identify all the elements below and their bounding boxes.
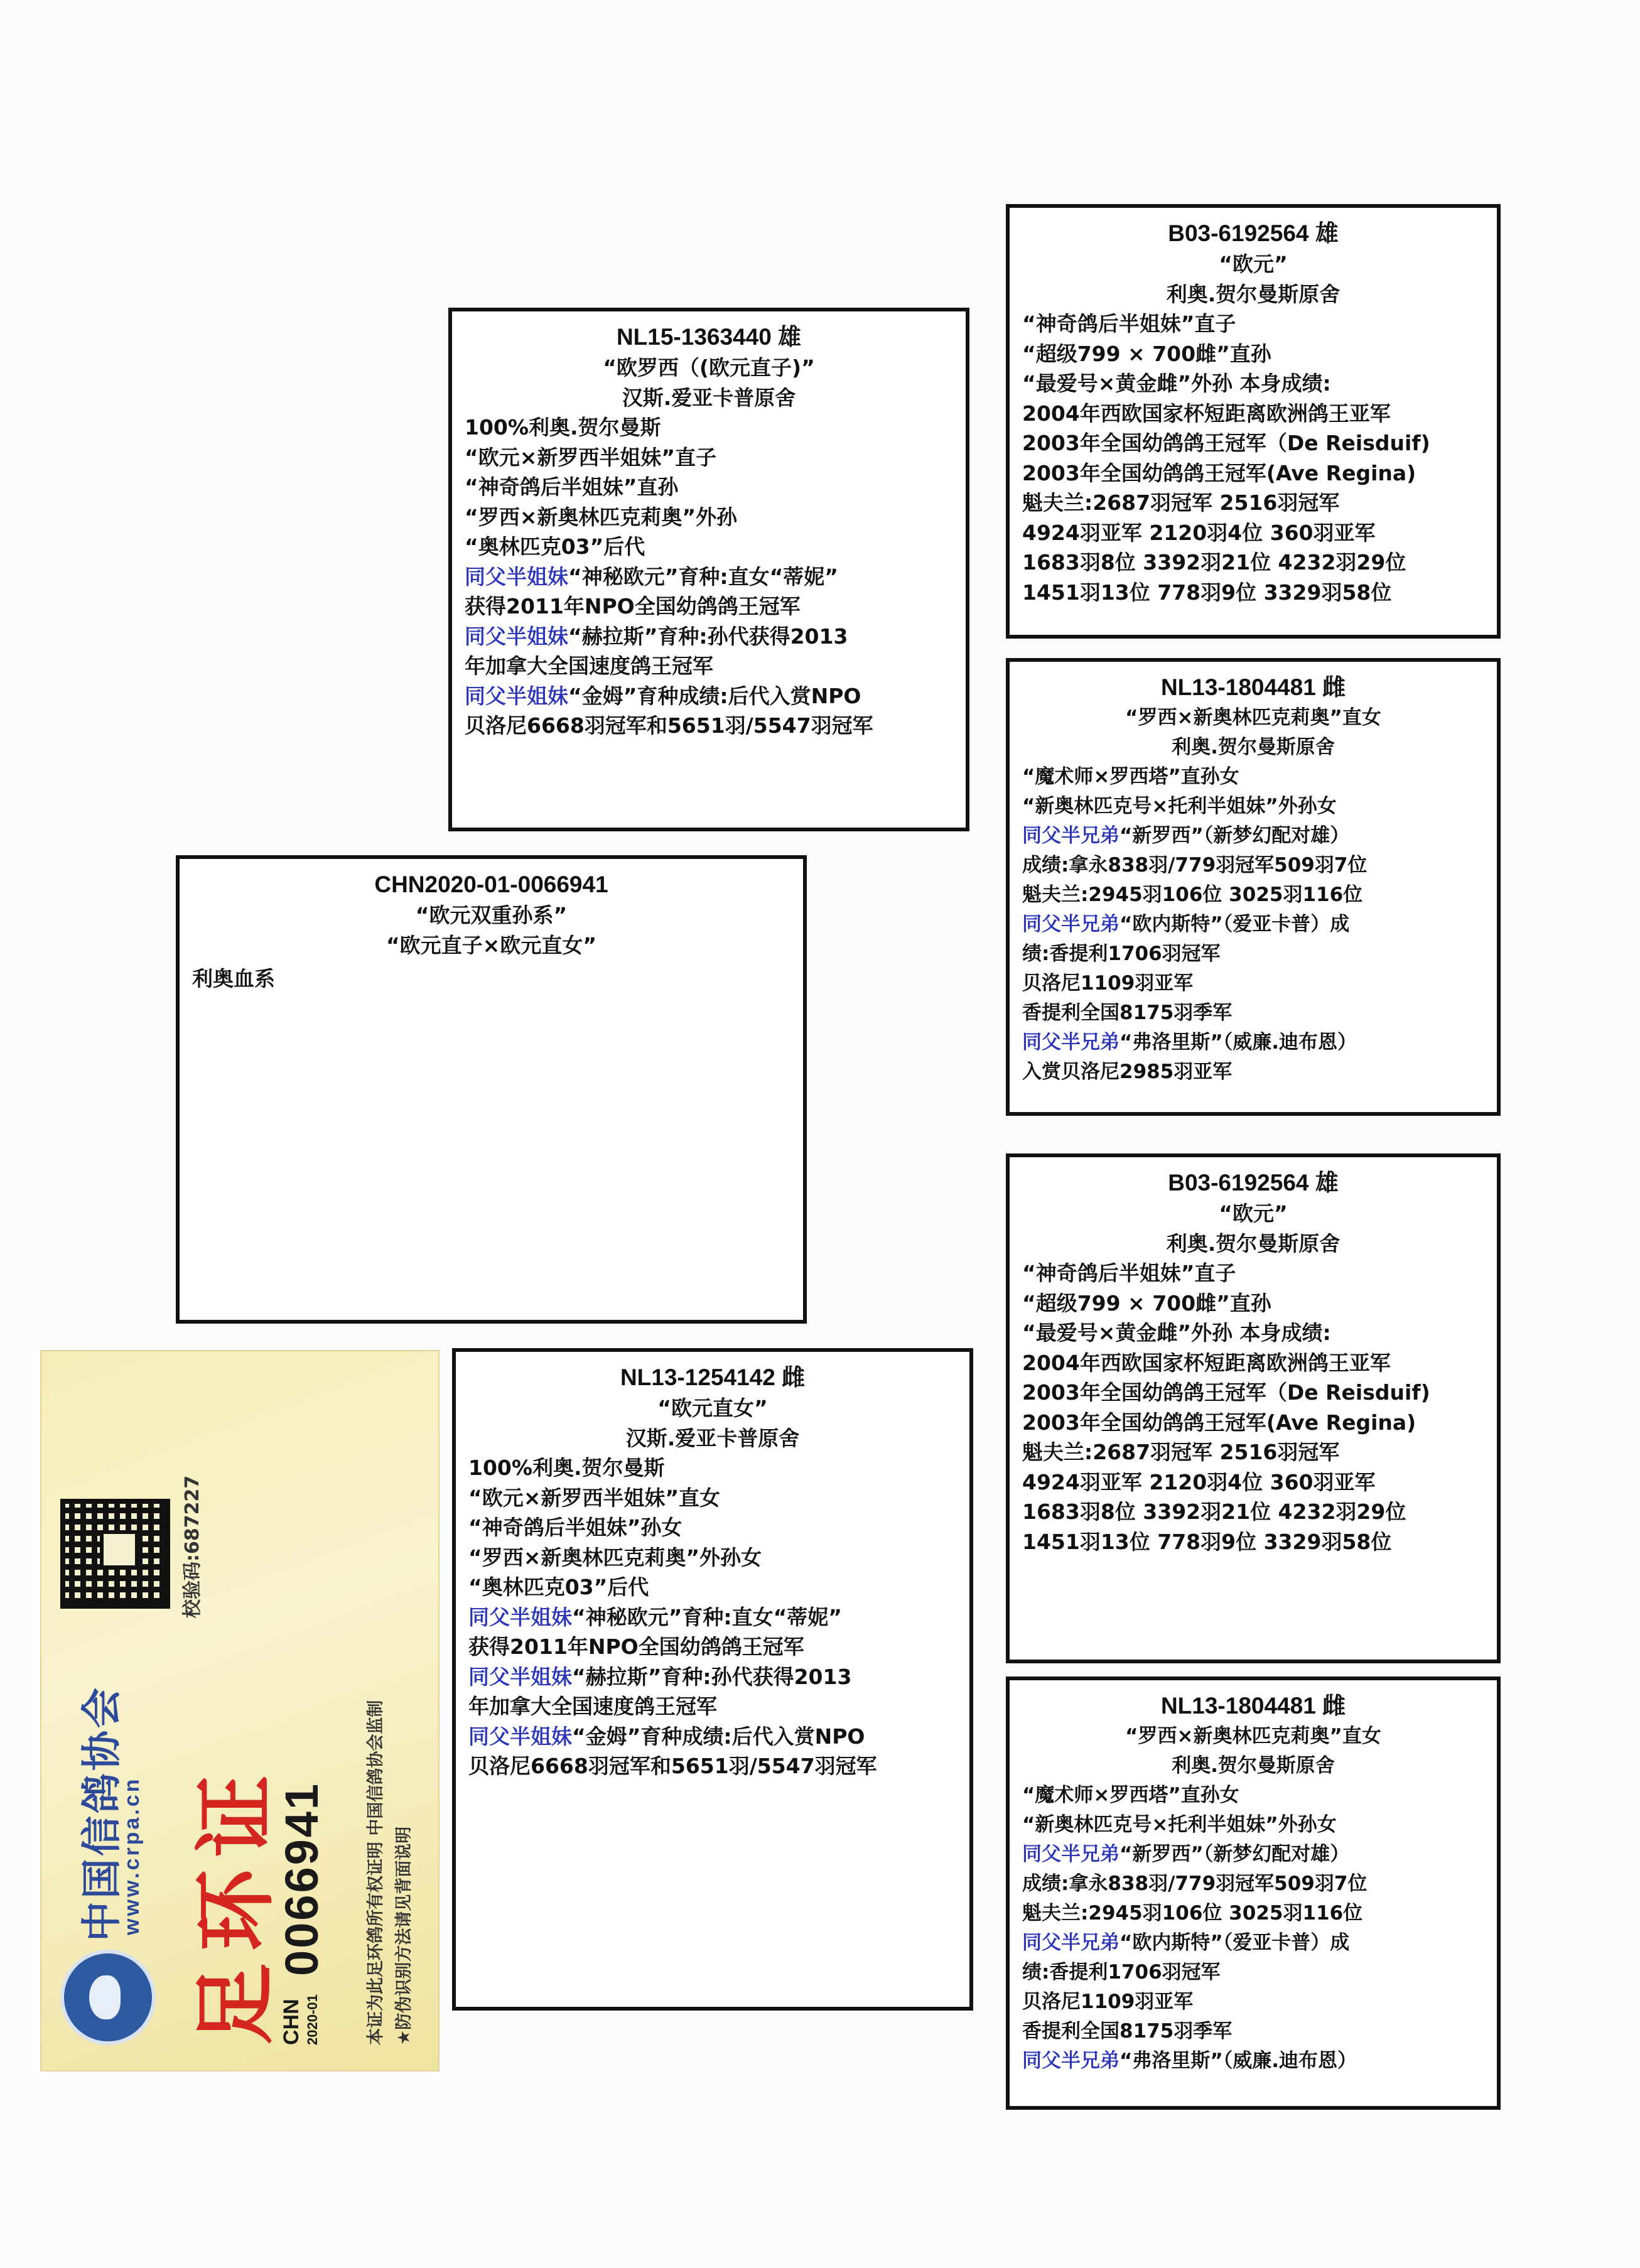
pedigree-text: 利奥.贺尔曼斯原舍 bbox=[1166, 1231, 1341, 1256]
pedigree-line bbox=[468, 1602, 957, 1633]
pedigree-line bbox=[1022, 1840, 1484, 1869]
certificate-note: 本证为此足环鸽所有权证明 中国信鸽协会监制 bbox=[366, 1700, 386, 2045]
pedigree-text: 魁夫兰:2687羽冠军 2516羽冠军 bbox=[1022, 1440, 1340, 1464]
pedigree-line bbox=[465, 443, 953, 473]
pedigree-text: “神奇鸽后半姐妹”直子 bbox=[1022, 1261, 1236, 1285]
qr-code-icon[interactable] bbox=[60, 1499, 170, 1609]
pedigree-text: 年加拿大全国速度鸽王冠军 bbox=[465, 654, 713, 678]
pedigree-text: 贝洛尼6668羽冠军和5651羽/5547羽冠军 bbox=[465, 713, 873, 738]
pedigree-text: 4924羽亚军 2120羽4位 360羽亚军 bbox=[1022, 1469, 1376, 1494]
pedigree-line bbox=[465, 591, 953, 622]
pedigree-line bbox=[1022, 1057, 1484, 1087]
pedigree-line bbox=[468, 1423, 957, 1454]
pedigree-text: 2003年全国幼鸽鸽王冠军（De Reisduif) bbox=[1022, 1380, 1430, 1405]
pedigree-text: “魔术师×罗西塔”直孙女 bbox=[1022, 765, 1239, 788]
pedigree-text: “神奇鸽后半姐妹”孙女 bbox=[468, 1515, 682, 1540]
pedigree-text: “最爱号×黄金雌”外孙 本身成绩: bbox=[1022, 371, 1331, 396]
pedigree-line bbox=[465, 413, 953, 443]
pedigree-line bbox=[465, 562, 953, 592]
certificate-title: 足环证 bbox=[188, 1762, 283, 2045]
pedigree-text: “欧元×新罗西半姐妹”直女 bbox=[468, 1485, 721, 1510]
pedigree-line bbox=[1022, 1751, 1484, 1781]
pedigree-line bbox=[1022, 548, 1484, 578]
sire-sire-ring-number: B03-6192564 雄 bbox=[1168, 220, 1339, 246]
verify-code: 校验码:687227 bbox=[181, 1475, 203, 1618]
pedigree-text: 1683羽8位 3392羽21位 4232羽29位 bbox=[1022, 550, 1406, 575]
pedigree-text: 1451羽13位 778羽9位 3329羽58位 bbox=[1022, 1529, 1392, 1554]
pedigree-text: 2004年西欧国家杯短距离欧洲鸽王亚军 bbox=[1022, 401, 1391, 426]
number-value: 0066941 bbox=[276, 1781, 328, 1976]
pedigree-text: “欧元” bbox=[1219, 252, 1288, 276]
pedigree-line bbox=[1022, 1467, 1484, 1498]
pedigree-text: 绩:香提利1706羽冠军 bbox=[1022, 1961, 1221, 1984]
pedigree-line bbox=[1022, 1229, 1484, 1259]
pedigree-text: “罗西×新奥林匹克莉奥”直女 bbox=[1125, 706, 1381, 729]
pedigree-text: “欧内斯特”（爱亚卡普）成 bbox=[1119, 913, 1350, 936]
pedigree-line bbox=[1022, 309, 1484, 339]
half-sibling-label: 同父半姐妹 bbox=[465, 683, 568, 708]
pedigree-line bbox=[1022, 1378, 1484, 1408]
subject-pigeon-box bbox=[176, 855, 807, 1324]
pedigree-line bbox=[465, 472, 953, 502]
pedigree-text: 魁夫兰:2945羽106位 3025羽116位 bbox=[1022, 883, 1363, 906]
pedigree-text: 成绩:拿永838羽/779羽冠军509羽7位 bbox=[1022, 854, 1368, 877]
pedigree-text: “奥林匹克03”后代 bbox=[465, 534, 645, 559]
pedigree-text: 4924羽亚军 2120羽4位 360羽亚军 bbox=[1022, 520, 1376, 545]
pedigree-line bbox=[465, 353, 953, 383]
org-name: 中国信鸽协会 bbox=[79, 1685, 126, 1941]
pedigree-line bbox=[468, 1543, 957, 1573]
pedigree-text: 2003年全国幼鸽鸽王冠军(Ave Regina) bbox=[1022, 460, 1416, 485]
pedigree-text: “赫拉斯”育种:孙代获得2013 bbox=[572, 1664, 852, 1689]
half-sibling-label: 同父半兄弟 bbox=[1022, 913, 1119, 936]
number-prefix: CHN bbox=[279, 1999, 303, 2045]
pedigree-line bbox=[468, 1751, 957, 1781]
pedigree-line bbox=[1022, 428, 1484, 458]
pedigree-line bbox=[1022, 1869, 1484, 1899]
half-sibling-label: 同父半姐妹 bbox=[468, 1604, 572, 1629]
pedigree-line bbox=[1022, 762, 1484, 792]
pedigree-text: “神奇鸽后半姐妹”直孙 bbox=[465, 475, 679, 499]
pedigree-text: 2003年全国幼鸽鸽王冠军(Ave Regina) bbox=[1022, 1410, 1416, 1435]
pedigree-line bbox=[1022, 1408, 1484, 1438]
pedigree-text: “魔术师×罗西塔”直孙女 bbox=[1022, 1784, 1239, 1806]
pedigree-line bbox=[465, 502, 953, 532]
subject-note: 利奥血系 bbox=[192, 966, 275, 991]
dam-box bbox=[452, 1348, 973, 2011]
sire-box bbox=[448, 308, 969, 831]
certificate-number bbox=[275, 1782, 328, 2045]
pedigree-line bbox=[1022, 1810, 1484, 1840]
pedigree-text: 2004年西欧国家杯短距离欧洲鸽王亚军 bbox=[1022, 1350, 1391, 1375]
pedigree-text: “罗西×新奥林匹克莉奥”外孙女 bbox=[468, 1545, 762, 1570]
pedigree-text: “金姆”育种成绩:后代入赏NPO bbox=[572, 1724, 865, 1749]
pedigree-text: “赫拉斯”育种:孙代获得2013 bbox=[568, 624, 848, 649]
pedigree-line bbox=[1022, 703, 1484, 733]
pedigree-text: “新罗西”（新梦幻配对雄） bbox=[1119, 1843, 1350, 1866]
pedigree-text: 100%利奥.贺尔曼斯 bbox=[468, 1455, 665, 1480]
pedigree-text: 魁夫兰:2687羽冠军 2516羽冠军 bbox=[1022, 490, 1340, 515]
pedigree-line bbox=[465, 532, 953, 562]
subject-line: “欧元直子×欧元直女” bbox=[386, 932, 597, 958]
pedigree-line bbox=[1022, 2017, 1484, 2046]
pedigree-line bbox=[1022, 279, 1484, 310]
pedigree-line bbox=[1022, 339, 1484, 369]
half-sibling-label: 同父半兄弟 bbox=[1022, 1843, 1119, 1866]
half-sibling-label: 同父半兄弟 bbox=[1022, 2049, 1119, 2072]
pedigree-text: 利奥.贺尔曼斯原舍 bbox=[1172, 1754, 1335, 1777]
pedigree-text: “欧罗西（(欧元直子)” bbox=[603, 355, 815, 380]
pedigree-line bbox=[468, 1572, 957, 1602]
pedigree-line bbox=[1022, 880, 1484, 910]
ring-certificate bbox=[40, 1350, 440, 2071]
pedigree-line bbox=[1022, 1781, 1484, 1810]
sire-dam-box bbox=[1006, 658, 1501, 1116]
pedigree-text: 年加拿大全国速度鸽王冠军 bbox=[468, 1694, 717, 1719]
pedigree-text: 成绩:拿永838羽/779羽冠军509羽7位 bbox=[1022, 1872, 1368, 1895]
sire-dam-ring-number: NL13-1804481 雌 bbox=[1160, 674, 1346, 700]
pedigree-line bbox=[465, 383, 953, 413]
pedigree-line bbox=[1022, 851, 1484, 880]
pedigree-text: 汉斯.爱亚卡普原舍 bbox=[625, 1425, 800, 1450]
half-sibling-label: 同父半兄弟 bbox=[1022, 1031, 1119, 1054]
pedigree-line bbox=[468, 1722, 957, 1752]
dam-dam-ring-number: NL13-1804481 雌 bbox=[1160, 1693, 1346, 1719]
pedigree-text: “神奇鸽后半姐妹”直子 bbox=[1022, 311, 1236, 336]
sire-sire-box bbox=[1006, 204, 1501, 639]
pedigree-text: 汉斯.爱亚卡普原舍 bbox=[622, 385, 796, 410]
pedigree-line bbox=[465, 681, 953, 711]
subject-ring-number: CHN2020-01-0066941 bbox=[374, 872, 608, 897]
pedigree-text: 利奥.贺尔曼斯原舍 bbox=[1166, 281, 1341, 306]
dam-ring-number: NL13-1254142 雌 bbox=[620, 1364, 806, 1390]
pedigree-text: “弗洛里斯”（威廉.迪布恩） bbox=[1119, 2049, 1357, 2072]
pedigree-line bbox=[465, 622, 953, 652]
pedigree-text: 香提利全国8175羽季军 bbox=[1022, 1002, 1233, 1024]
pedigree-line bbox=[1022, 458, 1484, 489]
pedigree-line bbox=[1022, 1958, 1484, 1987]
pedigree-text: 香提利全国8175羽季军 bbox=[1022, 2020, 1233, 2043]
pedigree-text: 入赏贝洛尼2985羽亚军 bbox=[1022, 1061, 1233, 1083]
pedigree-line bbox=[1022, 792, 1484, 821]
dam-sire-box bbox=[1006, 1153, 1501, 1663]
pedigree-line bbox=[468, 1632, 957, 1662]
pedigree-text: “新奥林匹克号×托利半姐妹”外孙女 bbox=[1022, 795, 1337, 818]
pedigree-text: 1451羽13位 778羽9位 3329羽58位 bbox=[1022, 580, 1392, 605]
half-sibling-label: 同父半姐妹 bbox=[465, 624, 568, 649]
pedigree-text: “新奥林匹克号×托利半姐妹”外孙女 bbox=[1022, 1813, 1337, 1836]
pedigree-text: “超级799 × 700雌”直孙 bbox=[1022, 341, 1271, 366]
pedigree-line bbox=[468, 1513, 957, 1543]
pedigree-line bbox=[1022, 1348, 1484, 1378]
pedigree-text: 100%利奥.贺尔曼斯 bbox=[465, 415, 661, 440]
pedigree-text: “神秘欧元”育种:直女“蒂妮” bbox=[568, 564, 838, 589]
pedigree-text: 贝洛尼1109羽亚军 bbox=[1022, 1990, 1194, 2013]
pedigree-text: “弗洛里斯”（威廉.迪布恩） bbox=[1119, 1031, 1357, 1054]
pedigree-line bbox=[1022, 399, 1484, 429]
half-sibling-label: 同父半兄弟 bbox=[1022, 824, 1119, 847]
pedigree-line bbox=[1022, 1318, 1484, 1348]
pedigree-line bbox=[1022, 998, 1484, 1028]
subject-line: “欧元双重孙系” bbox=[415, 903, 568, 927]
number-year: 2020-01 bbox=[304, 1994, 320, 2045]
pedigree-line bbox=[1022, 910, 1484, 939]
pedigree-line bbox=[468, 1662, 957, 1692]
pedigree-text: “罗西×新奥林匹克莉奥”外孙 bbox=[465, 504, 738, 529]
pedigree-text: “奥林匹克03”后代 bbox=[468, 1575, 649, 1599]
pedigree-line bbox=[1022, 1928, 1484, 1958]
pedigree-text: 利奥.贺尔曼斯原舍 bbox=[1172, 736, 1335, 759]
pedigree-text: “新罗西”（新梦幻配对雄） bbox=[1119, 824, 1350, 847]
pedigree-line bbox=[1022, 1258, 1484, 1288]
pedigree-text: “神秘欧元”育种:直女“蒂妮” bbox=[572, 1604, 842, 1629]
pedigree-line bbox=[1022, 249, 1484, 279]
pedigree-line bbox=[465, 711, 953, 741]
org-url: www.crpa.cn bbox=[120, 1776, 144, 1935]
pedigree-text: 获得2011年NPO全国幼鸽鸽王冠军 bbox=[465, 594, 801, 618]
half-sibling-label: 同父半姐妹 bbox=[468, 1724, 572, 1749]
pedigree-text: 2003年全国幼鸽鸽王冠军（De Reisduif) bbox=[1022, 431, 1430, 455]
anti-counterfeit-note: ★防伪识别方法请见背面说明 bbox=[394, 1826, 414, 2045]
pedigree-line bbox=[468, 1393, 957, 1423]
pedigree-line bbox=[468, 1453, 957, 1483]
pedigree-text: “欧元” bbox=[1219, 1201, 1288, 1226]
pedigree-line bbox=[1022, 1199, 1484, 1229]
pedigree-text: 绩:香提利1706羽冠军 bbox=[1022, 942, 1221, 965]
pedigree-line bbox=[468, 1483, 957, 1513]
half-sibling-label: 同父半姐妹 bbox=[468, 1664, 572, 1689]
pedigree-line bbox=[1022, 969, 1484, 998]
pedigree-line bbox=[465, 651, 953, 681]
pedigree-line bbox=[1022, 1288, 1484, 1319]
pedigree-text: “欧元×新罗西半姐妹”直子 bbox=[465, 445, 717, 470]
pedigree-line bbox=[1022, 2046, 1484, 2076]
pedigree-line bbox=[1022, 1028, 1484, 1057]
half-sibling-label: 同父半姐妹 bbox=[465, 564, 568, 589]
pedigree-text: 1683羽8位 3392羽21位 4232羽29位 bbox=[1022, 1499, 1406, 1524]
pedigree-line bbox=[1022, 1722, 1484, 1751]
pedigree-line bbox=[1022, 578, 1484, 608]
sire-ring-number: NL15-1363440 雄 bbox=[616, 324, 802, 350]
crpa-logo-icon bbox=[60, 1950, 156, 2045]
dam-sire-ring-number: B03-6192564 雄 bbox=[1168, 1170, 1339, 1196]
pedigree-text: 贝洛尼6668羽冠军和5651羽/5547羽冠军 bbox=[468, 1754, 877, 1778]
pedigree-line bbox=[1022, 939, 1484, 969]
pedigree-text: 获得2011年NPO全国幼鸽鸽王冠军 bbox=[468, 1634, 804, 1659]
pedigree-line bbox=[1022, 369, 1484, 399]
pedigree-text: “金姆”育种成绩:后代入赏NPO bbox=[568, 683, 861, 708]
pedigree-line bbox=[1022, 1987, 1484, 2017]
pedigree-line bbox=[1022, 488, 1484, 518]
pedigree-text: “最爱号×黄金雌”外孙 本身成绩: bbox=[1022, 1320, 1331, 1345]
pedigree-line bbox=[468, 1692, 957, 1722]
pedigree-line bbox=[1022, 1437, 1484, 1467]
pedigree-line bbox=[1022, 518, 1484, 548]
half-sibling-label: 同父半兄弟 bbox=[1022, 1931, 1119, 1954]
pedigree-line bbox=[1022, 1497, 1484, 1527]
pedigree-text: “欧内斯特”（爱亚卡普）成 bbox=[1119, 1931, 1350, 1954]
dam-dam-box bbox=[1006, 1677, 1501, 2110]
pedigree-line bbox=[1022, 821, 1484, 851]
pedigree-line bbox=[1022, 1527, 1484, 1557]
pedigree-text: “超级799 × 700雌”直孙 bbox=[1022, 1290, 1271, 1315]
pedigree-line bbox=[1022, 733, 1484, 762]
pedigree-text: “欧元直女” bbox=[657, 1396, 768, 1420]
pedigree-text: 贝洛尼1109羽亚军 bbox=[1022, 972, 1194, 995]
pedigree-text: 魁夫兰:2945羽106位 3025羽116位 bbox=[1022, 1902, 1363, 1925]
pedigree-text: “罗西×新奥林匹克莉奥”直女 bbox=[1125, 1725, 1381, 1747]
pedigree-line bbox=[1022, 1899, 1484, 1928]
